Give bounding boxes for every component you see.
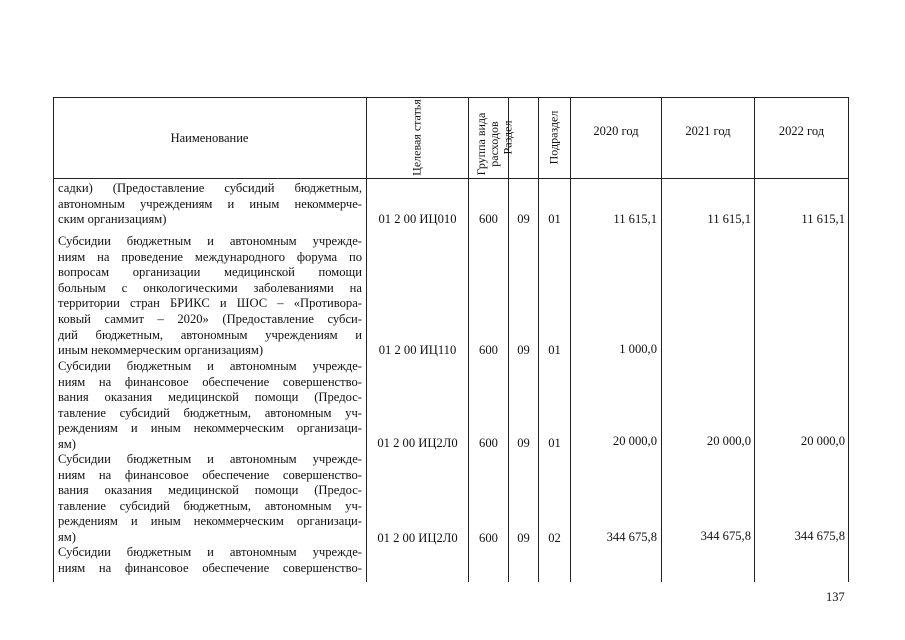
cell-2020: 11 615,1 (613, 212, 657, 226)
row-description-line: вания оказания медицинской помощи (Предос- (58, 483, 362, 498)
cell-2020: 20 000,0 (612, 434, 657, 448)
cell-section: 09 (517, 531, 530, 545)
header-name: Наименование (170, 131, 249, 145)
cell-article: 01 2 00 ИЦ2Л0 (377, 531, 458, 545)
row-description-line: ям) (58, 436, 76, 451)
page-number: 137 (826, 590, 845, 604)
row-description-line: вания оказания медицинской помощи (Предос- (58, 390, 362, 405)
cell-article: 01 2 00 ИЦ2Л0 (377, 436, 458, 450)
header-expense-group: Группа вида расходов (474, 112, 501, 176)
cell-2021: 344 675,8 (700, 529, 751, 543)
header-2020: 2020 год (593, 124, 639, 138)
row-description-line: ским организациям) (58, 212, 167, 227)
cell-2022: 20 000,0 (800, 434, 845, 448)
row-description-line: ниям на проведение международного форума по (58, 249, 362, 264)
row-description-line: Субсидии бюджетным и автономным учрежде- (58, 234, 362, 248)
cell-group: 600 (479, 436, 498, 450)
row-description (58, 234, 362, 359)
row-description-line: автономным учреждениям и иным некоммерче- (58, 196, 362, 211)
row-description-line: садки) (Предоставление субсидий бюджетным, (58, 181, 362, 195)
cell-2021: 20 000,0 (706, 434, 751, 448)
row-description-line: иным некоммерческим организациям) (58, 343, 264, 358)
cell-section: 09 (517, 436, 530, 450)
row-description-line: реждениям и иным некоммерческим организаци- (58, 421, 362, 436)
header-2021: 2021 год (685, 124, 731, 138)
cell-section: 09 (517, 212, 530, 226)
row-description-line: ям) (58, 529, 76, 544)
row-description-line: ковый саммит – 2020» (Предоставление субси- (58, 311, 362, 326)
row-description (58, 359, 362, 453)
cell-subsection: 01 (548, 212, 561, 226)
cell-group: 600 (479, 531, 498, 545)
row-description-line: реждениям и иным некоммерческим организаци- (58, 514, 362, 529)
cell-2021: 11 615,1 (707, 212, 751, 226)
row-description (58, 452, 362, 546)
row-description (58, 181, 362, 228)
cell-subsection: 01 (548, 343, 561, 357)
row-description-line: Субсидии бюджетным и автономным учрежде- (58, 452, 362, 466)
row-description-line: дий бюджетным, автономным учреждениям и (58, 327, 362, 342)
header-subsection: Подраздел (546, 110, 561, 165)
row-description-line: ниям на финансовое обеспечение совершенство- (58, 467, 362, 482)
row-description (58, 545, 362, 576)
row-description-line: Субсидии бюджетным и автономным учрежде- (58, 545, 362, 559)
row-description-line: вопросам организации медицинской помощи (58, 265, 362, 280)
cell-section: 09 (517, 343, 530, 357)
row-description-line: больным с онкологическими заболеваниями на (58, 280, 362, 295)
row-description-line: тавление субсидий бюджетным, автономным уч- (58, 498, 362, 513)
cell-subsection: 01 (548, 436, 561, 450)
header-section: Раздел (500, 120, 515, 155)
cell-article: 01 2 00 ИЦ010 (378, 212, 457, 226)
cell-2020: 344 675,8 (606, 530, 657, 544)
row-description-line: тавление субсидий бюджетным, автономным уч- (58, 405, 362, 420)
row-description-line: ниям на финансовое обеспечение совершенство- (58, 560, 362, 575)
cell-2022: 344 675,8 (794, 529, 845, 543)
cell-group: 600 (479, 212, 498, 226)
row-description-line: Субсидии бюджетным и автономным учрежде- (58, 359, 362, 373)
row-description-line: территории стран БРИКС и ШОС – «Противора- (58, 296, 362, 311)
cell-group: 600 (479, 343, 498, 357)
header-target-article: Целевая статья (409, 99, 424, 176)
cell-article: 01 2 00 ИЦ110 (378, 343, 457, 357)
cell-2020: 1 000,0 (619, 342, 657, 356)
header-2022: 2022 год (778, 124, 825, 138)
row-description-line: ниям на финансовое обеспечение совершенство- (58, 374, 362, 389)
cell-2022: 11 615,1 (801, 212, 845, 226)
cell-subsection: 02 (548, 531, 561, 545)
